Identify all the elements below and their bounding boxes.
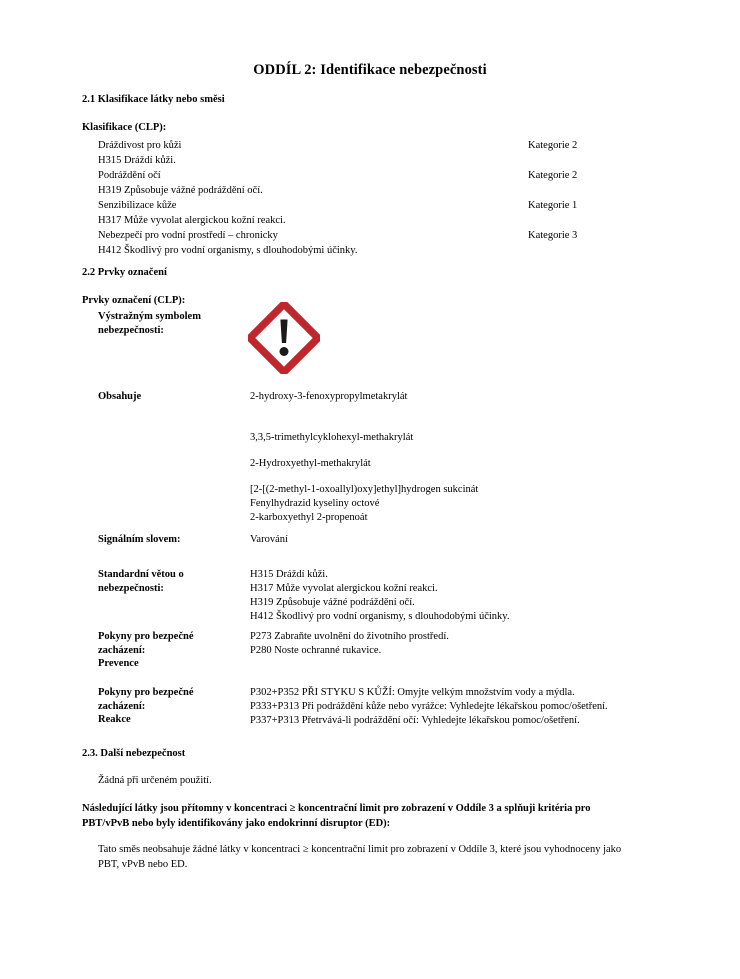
precautionary-statement-item: P333+P313 Při podráždění kůže nebo vyrážce: Vyhledejte lékařskou pomoc/ošetření.: [250, 701, 608, 712]
pbt-ed-conclusion: [98, 843, 708, 872]
section-heading-2-3: 2.3. Další nebezpečnost: [82, 748, 186, 759]
label-elements-clp-subheading: Prvky označení (CLP):: [82, 295, 186, 306]
hazard-statement-item: H315 Dráždí kůži.: [250, 569, 328, 580]
substance-name: 3,3,5-trimethylcyklohexyl-methakrylát: [250, 432, 414, 443]
hazard-statements-values: [250, 568, 510, 624]
precautionary-response-label-line3: Reakce: [98, 714, 131, 725]
hazard-statements-label-line2: nebezpečnosti:: [98, 582, 164, 594]
substance-name: 2-Hydroxyethyl-methakrylát: [250, 458, 371, 469]
other-hazards-note: Žádná při určeném použití.: [98, 775, 212, 786]
substance-name: [2-[(2-methyl-1-oxoallyl)oxy]ethyl]hydrogen sukcinát: [250, 484, 479, 495]
hazard-statement: H315 Dráždí kůži.: [98, 155, 176, 166]
precautionary-prevention-label-line1: Pokyny pro bezpečné: [98, 631, 194, 642]
precautionary-prevention-label-line3: Prevence: [98, 658, 139, 669]
precautionary-prevention-label: [98, 630, 193, 671]
precautionary-statement-item: P302+P352 PŘI STYKU S KŮŽÍ: Omyjte velkým množstvím vody a mýdla.: [250, 687, 575, 698]
section-heading-2-2: 2.2 Prvky označení: [82, 267, 167, 278]
precautionary-statement-item: P280 Noste ochranné rukavice.: [250, 645, 382, 656]
precautionary-response-label-line1: Pokyny pro bezpečné: [98, 687, 194, 698]
pbt-ed-conclusion-line2: PBT, vPvB nebo ED.: [98, 858, 188, 870]
precautionary-prevention-label-line2: zacházení:: [98, 644, 146, 656]
hazard-statement: H412 Škodlivý pro vodní organismy, s dlouhodobými účinky.: [98, 245, 358, 256]
precautionary-response-values: [250, 686, 608, 728]
hazard-category: Kategorie 2: [528, 170, 578, 181]
hazard-class: Senzibilizace kůže: [98, 200, 177, 211]
substance-name: 2-hydroxy-3-fenoxypropylmetakrylát: [250, 391, 408, 402]
section-heading-2-1: 2.1 Klasifikace látky nebo směsi: [82, 94, 225, 105]
hazard-statement-item: H317 Může vyvolat alergickou kožní reakci.: [250, 583, 438, 594]
ghs07-exclamation-mark-icon: [248, 302, 320, 374]
hazard-class: Dráždivost pro kůži: [98, 140, 182, 151]
pbt-ed-statement: [82, 802, 702, 831]
precautionary-prevention-values: [250, 630, 449, 658]
contains-label: Obsahuje: [98, 391, 142, 402]
hazard-statements-label: [98, 568, 184, 595]
precautionary-statement-item: P337+P313 Přetrvává-li podráždění očí: Vyhledejte lékařskou pomoc/ošetření.: [250, 715, 580, 726]
pictogram-label: [98, 310, 201, 337]
hazard-class: Nebezpečí pro vodní prostředí – chronicky: [98, 230, 278, 241]
pbt-ed-conclusion-line1: Tato směs neobsahuje žádné látky v koncentraci ≥ koncentrační limit pro zobrazení v Oddíle 3, které jsou vyhodnoceny jako: [98, 844, 622, 855]
hazard-category: Kategorie 3: [528, 230, 578, 241]
page-title: ODDÍL 2: Identifikace nebezpečnosti: [253, 62, 487, 78]
substance-name: Fenylhydrazid kyseliny octové: [250, 498, 380, 509]
precautionary-statement-item: P273 Zabraňte uvolnění do životního prostředí.: [250, 631, 449, 642]
hazard-statement: H317 Může vyvolat alergickou kožní reakci.: [98, 215, 286, 226]
pictogram-label-line2: nebezpečnosti:: [98, 324, 164, 336]
precautionary-response-label: [98, 686, 193, 727]
precautionary-response-label-line2: zacházení:: [98, 700, 146, 712]
hazard-class: Podráždění očí: [98, 170, 161, 181]
hazard-statement-item: H319 Způsobuje vážné podráždění očí.: [250, 597, 415, 608]
pictogram-label-line1: Výstražným symbolem: [98, 311, 201, 322]
signal-word-label: Signálním slovem:: [98, 534, 181, 545]
hazard-statements-label-line1: Standardní větou o: [98, 569, 184, 580]
hazard-category: Kategorie 2: [528, 140, 578, 151]
substance-name: 2-karboxyethyl 2-propenoát: [250, 512, 368, 523]
hazard-statement-item: H412 Škodlivý pro vodní organismy, s dlouhodobými účinky.: [250, 611, 510, 622]
signal-word-value: Varování: [250, 534, 288, 545]
pbt-ed-statement-line2: PBT/vPvB nebo byly identifikovány jako endokrinní disruptor (ED):: [82, 817, 391, 829]
hazard-category: Kategorie 1: [528, 200, 578, 211]
pbt-ed-statement-line1: Následující látky jsou přítomny v koncentraci ≥ koncentrační limit pro zobrazení v Oddíle 3 a splňuji kritéria pro: [82, 803, 591, 814]
classification-clp-subheading: Klasifikace (CLP):: [82, 122, 167, 133]
hazard-statement: H319 Způsobuje vážné podráždění očí.: [98, 185, 263, 196]
